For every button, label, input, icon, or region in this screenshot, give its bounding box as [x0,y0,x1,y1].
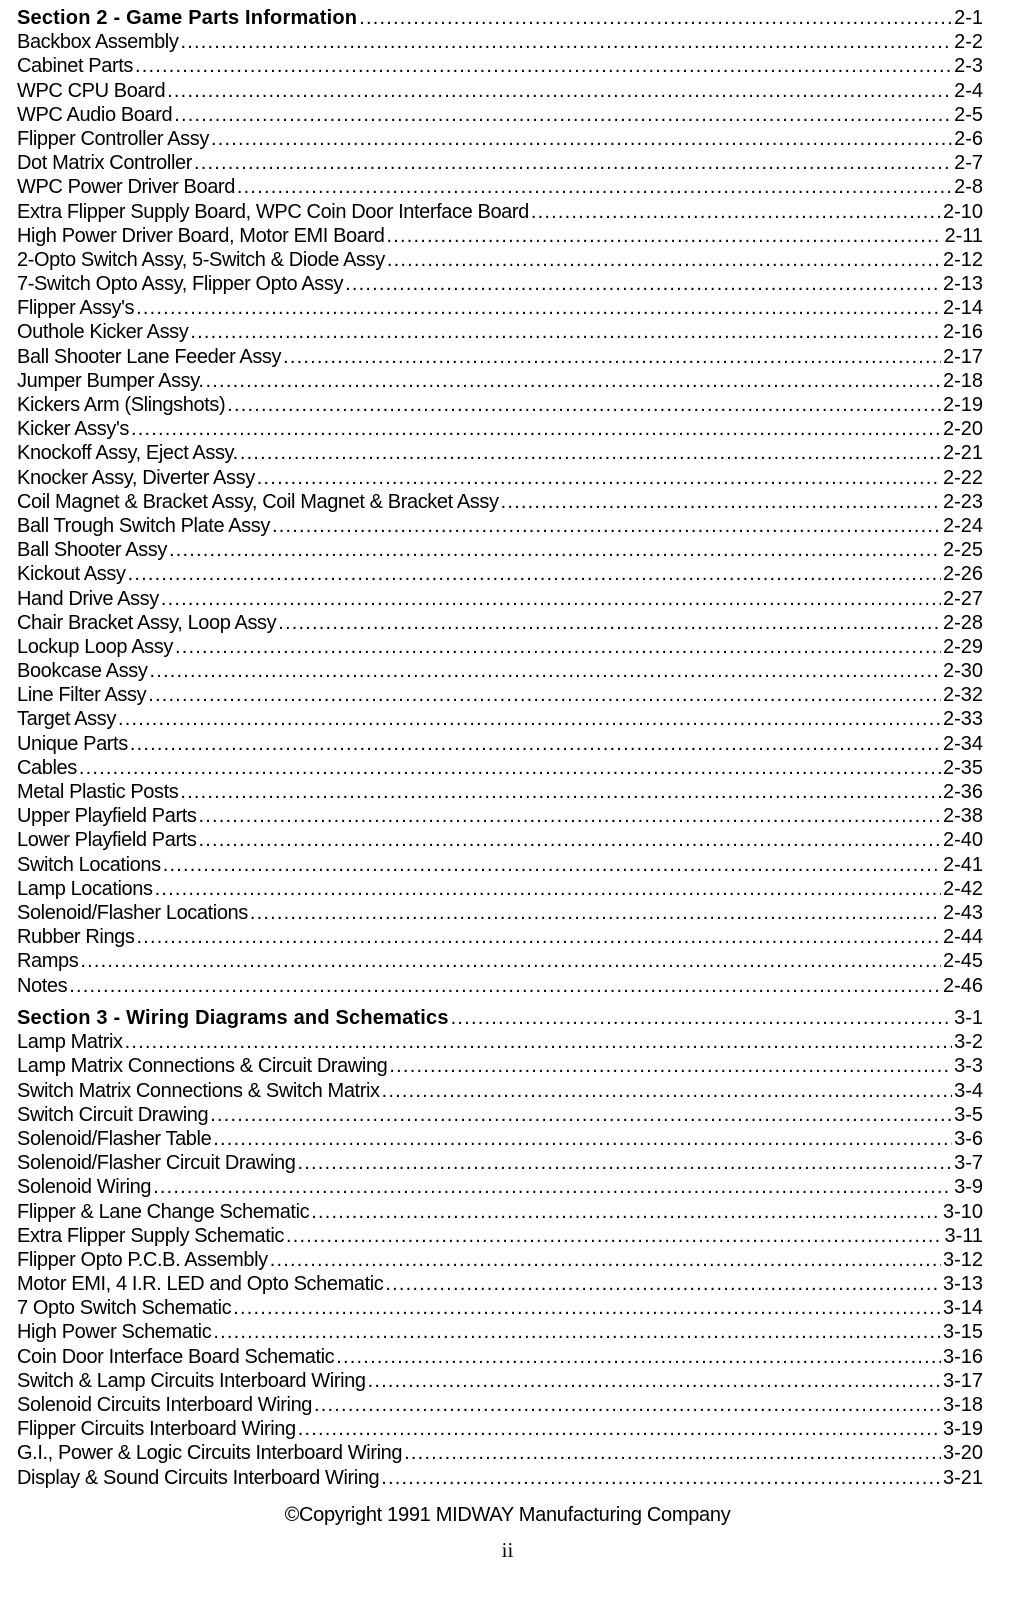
copyright-notice: ©Copyright 1991 MIDWAY Manufacturing Company [284,1504,731,1526]
entry-title: Kicker Assy's [17,418,129,441]
entry-title: High Power Schematic [17,1321,212,1344]
entry-title: Solenoid Wiring [17,1176,152,1199]
dot-leader [257,466,941,490]
toc-entry [17,974,983,998]
toc-entry [17,756,983,780]
dot-leader [237,175,952,199]
dot-leader [336,1345,941,1369]
entry-title: Ball Trough Switch Plate Assy [17,514,270,537]
entry-page-number: 3-12 [942,1248,983,1271]
entry-title: Solenoid/Flasher Circuit Drawing [17,1152,296,1175]
toc-entry [17,1369,983,1393]
toc-entry [17,538,983,562]
entry-title: Upper Playfield Parts [17,805,197,828]
toc-entry [17,828,983,852]
entry-page-number: 2-11 [944,224,983,247]
entry-title: WPC Audio Board [17,103,173,126]
entry-page-number: 2-42 [942,877,983,900]
toc-entry [17,1030,983,1054]
toc-entry [17,151,983,175]
dot-leader [345,272,941,296]
entry-page-number: 2-12 [942,248,983,271]
dot-leader [272,514,941,538]
dot-leader [211,127,952,151]
entry-page-number: 2-30 [942,660,983,683]
entry-title: Kickout Assy [17,563,126,586]
dot-leader [135,54,952,78]
dot-leader [206,369,941,393]
dot-leader [149,659,941,683]
entry-title: Knockoff Assy, Eject Assy. [17,442,238,465]
dot-leader [180,30,952,54]
entry-page-number: 2-3 [954,55,983,78]
toc-entry [17,925,983,949]
entry-page-number: 2-16 [942,321,983,344]
entry-title: Coil Magnet & Bracket Assy, Coil Magnet & Bracket Assy [17,490,499,513]
dot-leader [386,224,942,248]
dot-leader [270,1248,941,1272]
entry-page-number: 3-5 [954,1103,983,1126]
dot-leader [311,1200,941,1224]
entry-page-number: 3-16 [942,1345,983,1368]
entry-title: Solenoid/Flasher Table [17,1127,212,1150]
dot-leader [190,320,941,344]
toc-entry [17,780,983,804]
entry-page-number: 2-44 [942,926,983,949]
dot-leader [278,611,941,635]
dot-leader [213,1127,952,1151]
dot-leader [233,1296,941,1320]
section-title: Section 3 - Wiring Diagrams and Schematics [17,1007,449,1029]
entry-title: Chair Bracket Assy, Loop Assy [17,611,277,634]
entry-title: Notes [17,974,68,997]
entry-title: Solenoid Circuits Interboard Wiring [17,1394,313,1416]
toc-entry [17,1054,983,1078]
toc-section-3 [17,1006,983,1490]
dot-leader [153,1175,952,1199]
dot-leader [118,707,941,731]
entry-page-number: 2-43 [942,901,983,924]
dot-leader [180,780,941,804]
dot-leader [80,949,941,973]
toc-entry [17,200,983,224]
entry-page-number: 3-15 [942,1321,983,1344]
toc-entry [17,1345,983,1369]
entry-page-number: 2-35 [942,756,983,779]
toc-entry [17,1200,983,1224]
entry-title: Hand Drive Assy [17,587,159,610]
entry-title: 7-Switch Opto Assy, Flipper Opto Assy [17,273,344,296]
entry-page-number: 2-29 [942,635,983,658]
entry-page-number: 2-34 [942,732,983,755]
section-title: Section 2 - Game Parts Information [17,7,358,29]
entry-page-number: 2-25 [942,539,983,562]
toc-entry [17,1175,983,1199]
entry-title: Metal Plastic Posts [17,781,179,803]
dot-leader [451,1006,952,1030]
entry-title: Ball Shooter Lane Feeder Assy [17,345,282,368]
entry-page-number: 2-45 [942,950,983,973]
toc-entry [17,466,983,490]
entry-title: Outhole Kicker Assy [17,321,189,344]
toc-entry [17,224,983,248]
toc-entry [17,79,983,103]
entry-title: WPC Power Driver Board [17,176,235,199]
entry-title: Lamp Locations [17,877,153,900]
dot-leader [69,974,941,998]
toc-entry [17,853,983,877]
entry-page-number: 2-22 [942,466,983,489]
entry-page-number: 3-6 [954,1127,983,1150]
entry-page-number: 3-18 [942,1394,983,1416]
entry-page-number: 2-24 [942,514,983,537]
entry-title: Extra Flipper Supply Schematic [17,1224,285,1247]
dot-leader [297,1151,952,1175]
dot-leader [198,804,941,828]
toc-entry [17,683,983,707]
toc-entry [17,1393,983,1417]
dot-leader [174,103,952,127]
toc-entry [17,296,983,320]
entry-title: Line Filter Assy [17,684,147,707]
entry-title: Cables [17,756,77,779]
entry-title: Flipper & Lane Change Schematic [17,1200,310,1223]
entry-page-number: 2-18 [942,369,983,392]
entry-page-number: 2-10 [942,200,983,223]
entry-title: Switch Matrix Connections & Switch Matrix [17,1079,380,1102]
toc-entry [17,1296,983,1320]
entry-title: Lower Playfield Parts [17,829,197,852]
dot-leader [79,756,941,780]
entry-page-number: 2-20 [942,418,983,441]
entry-title: Target Assy [17,708,116,731]
entry-page-number: 3-10 [942,1200,983,1223]
entry-page-number: 2-36 [942,781,983,803]
entry-title: Rubber Rings [17,926,135,949]
toc-section-2 [17,6,983,998]
toc-entry [17,175,983,199]
toc-entry [17,877,983,901]
dot-leader [210,1103,952,1127]
entry-page-number: 3-20 [942,1442,983,1465]
entry-title: Bookcase Assy [17,660,148,683]
entry-title: Flipper Opto P.C.B. Assembly [17,1248,268,1271]
toc-entry [17,587,983,611]
dot-leader [169,538,941,562]
dot-leader [298,1417,941,1441]
dot-leader [227,393,941,417]
entry-page-number: 3-19 [942,1418,983,1441]
page-number: ii [501,1538,514,1562]
entry-page-number: 2-7 [954,152,983,175]
entry-page-number: 3-17 [942,1369,983,1392]
toc-entry [17,345,983,369]
entry-page-number: 2-8 [954,176,983,199]
entry-page-number: 2-19 [942,394,983,416]
toc-entry [17,441,983,465]
entry-page-number: 3-2 [954,1031,983,1054]
toc-entry [17,369,983,393]
dot-leader [198,828,941,852]
dot-leader [385,1272,941,1296]
dot-leader [501,490,941,514]
entry-page-number: 2-26 [942,563,983,586]
toc-entry [17,1248,983,1272]
entry-page-number: 2-4 [954,79,983,102]
entry-title: G.I., Power & Logic Circuits Interboard Wiring [17,1442,403,1465]
toc-entry [17,54,983,78]
dot-leader [382,1079,952,1103]
dot-leader [163,853,941,877]
entry-page-number: 2-13 [942,273,983,296]
entry-page-number: 2-27 [942,587,983,610]
toc-entry [17,732,983,756]
entry-title: Flipper Controller Assy [17,127,209,150]
dot-leader [404,1441,941,1465]
entry-title: Lamp Matrix [17,1031,123,1054]
entry-page-number: 2-33 [942,708,983,731]
dot-leader [161,587,941,611]
entry-title: Flipper Assy's [17,297,135,320]
dot-leader [314,1393,941,1417]
entry-page-number: 3-13 [942,1273,983,1296]
dot-leader [125,1030,952,1054]
entry-page-number: 2-28 [942,611,983,634]
entry-title: Knocker Assy, Diverter Assy [17,466,255,489]
entry-page-number: 3-4 [954,1079,983,1102]
toc-entry [17,127,983,151]
dot-leader [130,732,941,756]
toc-entry [17,804,983,828]
dot-leader [531,200,941,224]
dot-leader [131,417,941,441]
toc-entry [17,1441,983,1465]
toc-entry [17,1079,983,1103]
toc-entry [17,272,983,296]
entry-title: Switch & Lamp Circuits Interboard Wiring [17,1369,366,1392]
entry-page-number: 3-7 [954,1152,983,1175]
toc-entry [17,1272,983,1296]
toc-entry [17,514,983,538]
entry-title: Display & Sound Circuits Interboard Wiring [17,1466,380,1489]
entry-page-number: 2-23 [942,490,983,513]
dot-leader [128,562,941,586]
entry-title: Unique Parts [17,732,128,755]
entry-title: Ball Shooter Assy [17,539,167,562]
entry-title: Flipper Circuits Interboard Wiring [17,1418,296,1441]
dot-leader [389,1054,952,1078]
entry-title: Ramps [17,950,79,973]
toc-section-heading [17,1006,983,1030]
toc-entry [17,1103,983,1127]
dot-leader [137,925,941,949]
toc-entry [17,901,983,925]
entry-title: 7 Opto Switch Schematic [17,1297,232,1320]
toc-entry [17,1224,983,1248]
entry-title: Extra Flipper Supply Board, WPC Coin Door Interface Board [17,200,529,223]
toc-entry [17,1127,983,1151]
entry-title: Lamp Matrix Connections & Circuit Drawing [17,1055,388,1078]
toc-entry [17,490,983,514]
entry-page-number: 3-21 [942,1466,983,1489]
entry-page-number: 2-6 [954,127,983,150]
dot-leader [213,1320,941,1344]
entry-page-number: 3-11 [944,1224,983,1247]
entry-title: WPC CPU Board [17,79,166,102]
entry-page-number: 3-3 [954,1055,983,1078]
toc-entry [17,659,983,683]
dot-leader [194,151,952,175]
entry-title: Backbox Assembly [17,31,179,54]
entry-title: Motor EMI, 4 I.R. LED and Opto Schematic [17,1273,384,1296]
entry-page-number: 2-5 [954,103,983,126]
toc-entry [17,1320,983,1344]
toc-entry [17,103,983,127]
toc-entry [17,393,983,417]
entry-page-number: 2-1 [954,7,983,29]
entry-page-number: 2-32 [942,684,983,707]
entry-page-number: 3-1 [954,1007,983,1029]
entry-title: Dot Matrix Controller [17,152,192,175]
toc-entry [17,320,983,344]
entry-page-number: 3-14 [942,1297,983,1320]
dot-leader [381,1466,941,1490]
dot-leader [148,683,941,707]
entry-page-number: 2-2 [954,31,983,54]
dot-leader [155,877,941,901]
dot-leader [240,441,941,465]
entry-page-number: 2-40 [942,829,983,852]
toc-entry [17,248,983,272]
entry-title: Switch Circuit Drawing [17,1103,209,1126]
dot-leader [167,79,952,103]
dot-leader [175,635,941,659]
toc-entry [17,562,983,586]
toc-entry [17,1466,983,1490]
entry-title: Solenoid/Flasher Locations [17,901,248,924]
toc-entry [17,949,983,973]
dot-leader [387,248,941,272]
dot-leader [368,1369,941,1393]
entry-page-number: 2-46 [942,974,983,997]
entry-title: Coin Door Interface Board Schematic [17,1345,335,1368]
entry-title: High Power Driver Board, Motor EMI Board [17,224,385,247]
dot-leader [286,1224,942,1248]
toc-entry [17,635,983,659]
toc-entry [17,417,983,441]
dot-leader [359,6,952,30]
entry-title: Cabinet Parts [17,55,133,78]
toc-entry [17,707,983,731]
entry-title: Jumper Bumper Assy. [17,369,204,392]
toc-entry [17,611,983,635]
entry-page-number: 2-14 [942,297,983,320]
entry-title: Lockup Loop Assy [17,635,173,658]
dot-leader [136,296,941,320]
toc-entry [17,1151,983,1175]
entry-title: 2-Opto Switch Assy, 5-Switch & Diode Assy [17,248,385,271]
toc-entry [17,30,983,54]
entry-page-number: 3-9 [954,1176,983,1199]
entry-title: Switch Locations [17,853,161,876]
entry-page-number: 2-41 [942,853,983,876]
dot-leader [250,901,941,925]
entry-page-number: 2-21 [942,442,983,465]
entry-page-number: 2-17 [942,345,983,368]
toc-entry [17,1417,983,1441]
dot-leader [283,345,941,369]
entry-title: Kickers Arm (Slingshots) [17,394,226,416]
entry-page-number: 2-38 [942,805,983,828]
toc-section-heading [17,6,983,30]
